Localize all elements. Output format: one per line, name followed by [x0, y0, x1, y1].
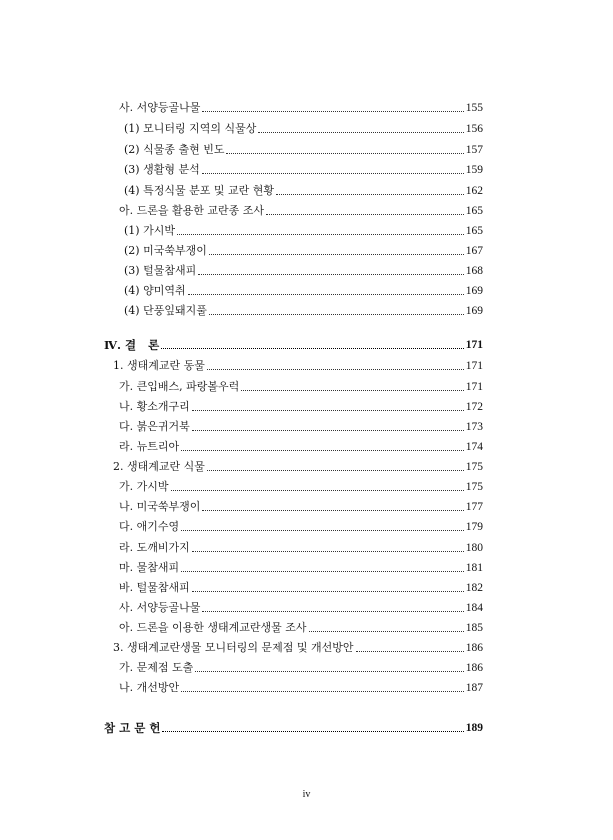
toc-entry-page: 173 [465, 421, 483, 433]
toc-entry-label: (1) 모니터링 지역의 식물상 [124, 122, 257, 135]
toc-entry-page: 159 [465, 164, 483, 176]
toc-entry-label: 3. 생태계교란생물 모니터링의 문제점 및 개선방안 [113, 641, 354, 654]
toc-entry[interactable] [119, 677, 483, 695]
toc-entry-page: 186 [465, 642, 483, 654]
dot-leader [192, 550, 464, 552]
dot-leader [181, 449, 464, 451]
dot-leader [202, 110, 463, 112]
toc-entry[interactable] [124, 139, 483, 157]
toc-entry-label: 바. 털물참새피 [119, 581, 190, 594]
toc-entry-label: 가. 문제점 도출 [119, 661, 194, 674]
dot-leader [181, 529, 464, 531]
dot-leader [161, 347, 463, 349]
dot-leader [209, 253, 464, 255]
dot-leader [192, 429, 464, 431]
toc-entry-page: 187 [465, 682, 483, 694]
dot-leader [266, 213, 464, 215]
toc-entry-label: (4) 특정식물 분포 및 교란 현황 [124, 184, 274, 197]
toc-entry-page: 185 [465, 622, 483, 634]
toc-entry[interactable] [119, 376, 483, 394]
toc-entry[interactable] [119, 597, 483, 615]
dot-leader [209, 313, 464, 315]
toc-entry[interactable] [113, 456, 483, 474]
dot-leader [162, 730, 463, 732]
toc-entry[interactable] [119, 577, 483, 595]
dot-leader [202, 172, 464, 174]
toc-entry-page: 181 [465, 562, 483, 574]
toc-entry[interactable] [124, 118, 483, 136]
toc-entry[interactable] [119, 617, 483, 635]
dot-leader [356, 650, 464, 652]
toc-entry-label: (3) 털물참새피 [124, 264, 197, 277]
toc-entry[interactable] [124, 280, 483, 298]
toc-entry-label: 참 고 문 헌 [104, 721, 161, 735]
toc-entry-label: 다. 붉은귀거북 [119, 420, 190, 433]
page-number: iv [302, 789, 311, 800]
toc-entry-label: 마. 물참새피 [119, 561, 180, 574]
toc-entry-label: 아. 드론을 활용한 교란종 조사 [119, 204, 264, 217]
toc-entry-label: 1. 생태계교란 동물 [113, 359, 205, 372]
dot-leader [181, 690, 464, 692]
toc-entry[interactable] [124, 300, 483, 318]
toc-entry-label: 가. 큰입배스, 파랑볼우럭 [119, 380, 240, 393]
toc-entry-label: (1) 가시박 [124, 224, 175, 237]
toc-entry-page: 179 [465, 521, 483, 533]
dot-leader [195, 670, 464, 672]
toc-entry-label: 2. 생태계교란 식물 [113, 460, 205, 473]
toc-entry[interactable] [119, 200, 483, 218]
dot-leader [202, 509, 463, 511]
toc-entry-page: 167 [465, 245, 483, 257]
toc-entry-label: 나. 개선방안 [119, 681, 180, 694]
toc-references[interactable] [104, 717, 483, 735]
toc-entry-label: 다. 애기수영 [119, 520, 180, 533]
toc-entry-label: (2) 식물종 출현 빈도 [124, 143, 225, 156]
toc-entry-label: Ⅳ. 결 론 [104, 338, 160, 352]
toc-entry-label: (4) 양미역취 [124, 284, 186, 297]
toc-entry-page: 171 [465, 381, 483, 393]
toc-entry[interactable] [119, 436, 483, 454]
dot-leader [309, 630, 464, 632]
toc-entry[interactable] [124, 159, 483, 177]
toc-entry-label: (4) 단풍잎돼지풀 [124, 304, 207, 317]
dot-leader [192, 409, 464, 411]
toc-entry-page: 172 [465, 401, 483, 413]
toc-entry[interactable] [119, 516, 483, 534]
toc-entry-page: 162 [465, 185, 483, 197]
toc-entry-page: 180 [465, 542, 483, 554]
toc-entry-page: 175 [465, 461, 483, 473]
toc-entry[interactable] [119, 97, 483, 115]
dot-leader [241, 389, 464, 391]
toc-entry-label: 나. 미국쑥부쟁이 [119, 500, 201, 513]
toc-entry-page: 165 [465, 225, 483, 237]
dot-leader [207, 469, 464, 471]
toc-entry[interactable] [119, 657, 483, 675]
toc-entry-page: 186 [465, 662, 483, 674]
dot-leader [207, 368, 464, 370]
toc-entry[interactable] [119, 496, 483, 514]
dot-leader [171, 489, 464, 491]
dot-leader [192, 590, 464, 592]
toc-entry-label: (2) 미국쑥부쟁이 [124, 244, 207, 257]
toc-entry[interactable] [119, 476, 483, 494]
dot-leader [188, 293, 464, 295]
toc-entry[interactable] [119, 537, 483, 555]
toc-entry[interactable] [124, 260, 483, 278]
toc-entry-page: 177 [465, 501, 483, 513]
dot-leader [258, 131, 463, 133]
dot-leader [276, 193, 464, 195]
toc-entry[interactable] [119, 557, 483, 575]
toc-entry-label: 라. 뉴트리아 [119, 440, 180, 453]
toc-entry-page: 168 [465, 265, 483, 277]
toc-entry-page: 157 [465, 144, 483, 156]
toc-entry-label: 사. 서양등골나물 [119, 601, 201, 614]
toc-entry[interactable] [119, 416, 483, 434]
toc-entry-page: 175 [465, 481, 483, 493]
toc-entry-label: 가. 가시박 [119, 480, 169, 493]
toc-entry-page: 169 [465, 285, 483, 297]
toc-entry-page: 165 [465, 205, 483, 217]
toc-entry-label: 나. 황소개구리 [119, 400, 190, 413]
toc-entry-page: 184 [465, 602, 483, 614]
toc-entry-page: 182 [465, 582, 483, 594]
toc-entry-page: 171 [465, 339, 483, 351]
toc-chapter[interactable] [104, 334, 483, 352]
toc-entry-page: 174 [465, 441, 483, 453]
toc-entry[interactable] [124, 180, 483, 198]
toc-entry-label: (3) 생활형 분석 [124, 163, 200, 176]
toc-entry[interactable] [113, 355, 483, 373]
toc-entry[interactable] [124, 240, 483, 258]
dot-leader [226, 152, 463, 154]
toc-entry-page: 171 [465, 360, 483, 372]
toc-entry[interactable] [119, 396, 483, 414]
dot-leader [181, 570, 464, 572]
toc-entry[interactable] [124, 220, 483, 238]
toc-entry-label: 아. 드론을 이용한 생태계교란생물 조사 [119, 621, 307, 634]
dot-leader [202, 610, 463, 612]
toc-entry-label: 라. 도깨비가지 [119, 541, 190, 554]
toc-entry[interactable] [113, 637, 483, 655]
toc-entry-label: 사. 서양등골나물 [119, 101, 201, 114]
dot-leader [177, 233, 464, 235]
dot-leader [198, 273, 464, 275]
toc-entry-page: 155 [465, 102, 483, 114]
toc-entry-page: 156 [465, 123, 483, 135]
toc-entry-page: 169 [465, 305, 483, 317]
toc-entry-page: 189 [465, 722, 483, 734]
